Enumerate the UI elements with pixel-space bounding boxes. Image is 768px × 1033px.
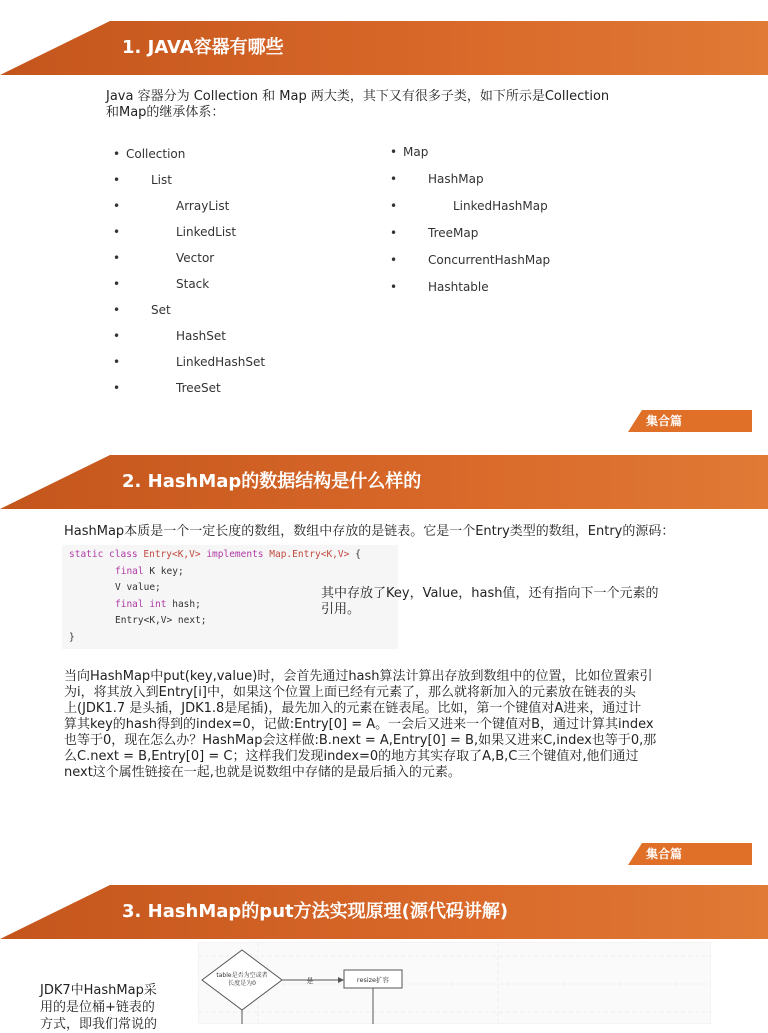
- tree-item-linkedhashset: • LinkedHashSet: [126, 349, 265, 375]
- section-1-banner: [0, 21, 768, 75]
- resize-text: resize扩容: [356, 976, 390, 984]
- decision-text-2: 长度是为0: [228, 980, 256, 987]
- section-2-intro: HashMap本质是一个一定长度的数组，数组中存放的是链表。它是一个Entry类型的数组，Entry的源码：: [64, 524, 675, 539]
- collection-tree: [126, 141, 265, 401]
- map-tree: [403, 139, 550, 301]
- section-1-tag: 集合篇: [628, 410, 752, 432]
- tree-item-hashmap: • HashMap: [403, 166, 550, 193]
- tree-item-linkedhashmap: • LinkedHashMap: [403, 193, 550, 220]
- section-1-intro: Java 容器分为 Collection 和 Map 两大类，其下又有很多子类，如下所示是Collection 和Map的继承体系：: [106, 89, 610, 120]
- tree-item-vector: • Vector: [126, 245, 265, 271]
- section-1-title: 1. JAVA容器有哪些: [122, 37, 284, 58]
- tree-item-hashset: • HashSet: [126, 323, 265, 349]
- entry-code-block: static class Entry<K,V> implements Map.Entry<K,V> { final K key; V value; final int hash; Entry<K,V> next; }: [62, 545, 398, 649]
- tree-item-concurrenthashmap: • ConcurrentHashMap: [403, 247, 550, 274]
- banner-cut: [0, 885, 110, 939]
- tree-item-arraylist: • ArrayList: [126, 193, 265, 219]
- tree-item-list: • List: [126, 167, 265, 193]
- tree-item-hashtable: • Hashtable: [403, 274, 550, 301]
- tree-item-treemap: • TreeMap: [403, 220, 550, 247]
- put-flowchart: [198, 942, 711, 1024]
- section-3-title: 3. HashMap的put方法实现原理(源代码讲解): [122, 901, 509, 922]
- tree-item-set: • Set: [126, 297, 265, 323]
- section-2-banner: [0, 455, 768, 509]
- banner-cut: [0, 455, 110, 509]
- flowchart-svg: [198, 942, 711, 1024]
- banner-cut: [0, 21, 110, 75]
- section-2-title: 2. HashMap的数据结构是什么样的: [122, 471, 422, 492]
- tree-item-map: • Map: [403, 139, 550, 166]
- section-2-body: 当向HashMap中put(key,value)时，会首先通过hash算法计算出存放到数组中的位置，比如位置索引 为i，将其放入到Entry[i]中，如果这个位置上面已经有元素了，那么就将新加入的元素放在链表的头 上(JDK1.7 是头插，JDK1.8是尾插)，最先加入的元素在链表尾。比如，第一个键值对A进来，通过计 算其key的hash得到的index=0，记做:Entry[0] = A。一会后又进来一个键值对B，通过计算其index 也等于0，现在怎么办？HashMap会这样做:B.next = A,Entry[0] = B,如果又进来C,index也等于0,那 么C.next = B,Entry[0] = C；这样我们发现index=0的地方其实存取了A,B,C三个键值对,他们通过 next这个属性链接在一起,也就是说数组中存储的是最后插入的元素。: [64, 669, 657, 780]
- entry-note: 其中存放了Key，Value，hash值，还有指向下一个元素的 引用。: [321, 586, 659, 617]
- section-3-side-text: JDK7中HashMap采 用的是位桶+链表的 方式，即我们常说的: [40, 983, 158, 1032]
- tree-item-stack: • Stack: [126, 271, 265, 297]
- tree-item-treeset: • TreeSet: [126, 375, 265, 401]
- decision-text-1: table是否为空或者: [216, 972, 268, 979]
- tree-item-collection: • Collection: [126, 141, 265, 167]
- tree-item-linkedlist: • LinkedList: [126, 219, 265, 245]
- yes-label: 是: [306, 977, 314, 985]
- section-3-banner: [0, 885, 768, 939]
- section-2-tag: 集合篇: [628, 843, 752, 865]
